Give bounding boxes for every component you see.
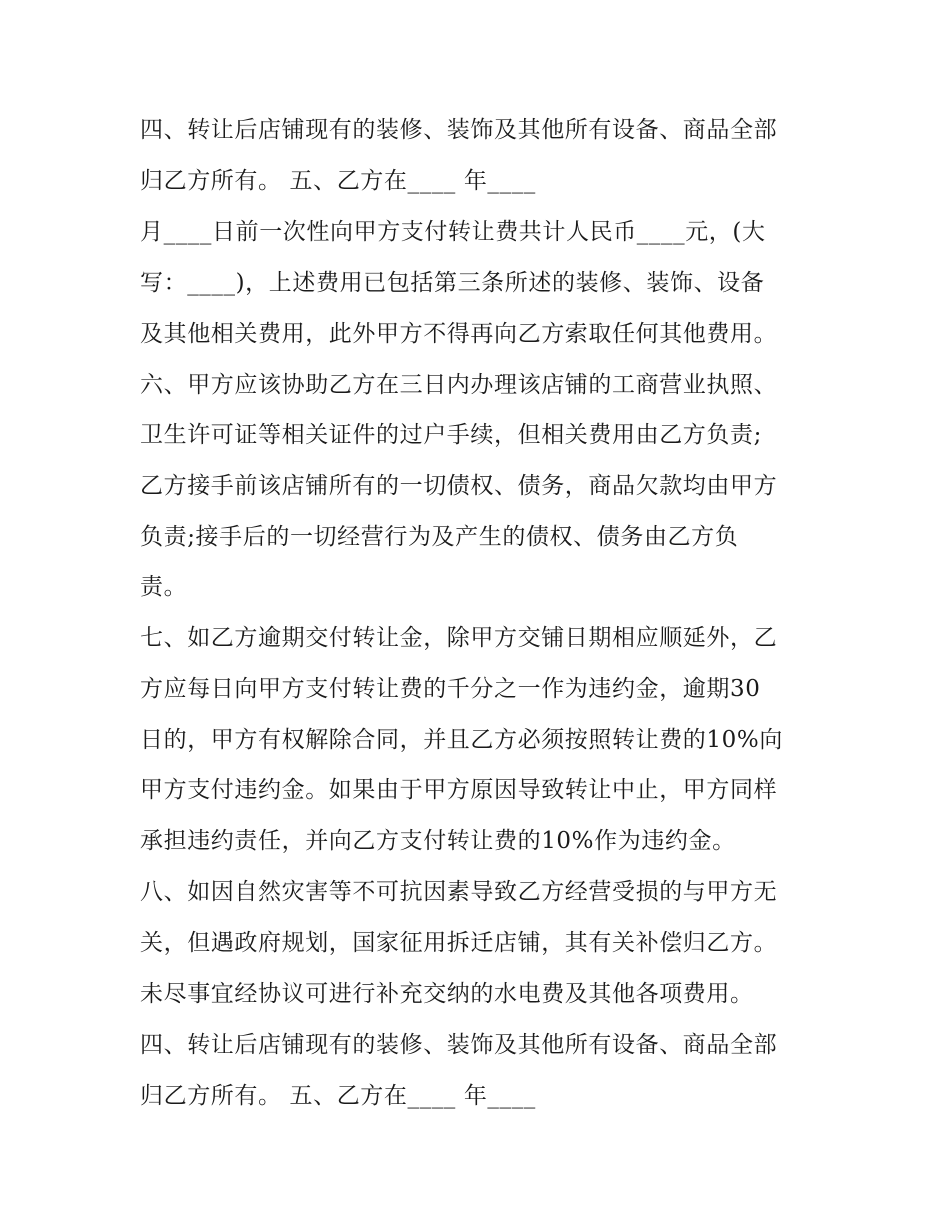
- text-line: 卫生许可证等相关证件的过户手续，但相关费用由乙方负责;: [140, 422, 762, 448]
- text-line: 负责;接手后的一切经营行为及产生的债权、债务由乙方负: [140, 524, 739, 550]
- text-line: 四、转让后店铺现有的装修、装饰及其他所有设备、商品全部: [140, 1032, 778, 1058]
- text-line: 八、如因自然灾害等不可抗因素导致乙方经营受损的与甲方无: [140, 879, 778, 905]
- text-line: 月____日前一次性向甲方支付转让费共计人民币____元，(大: [140, 219, 766, 245]
- text-line: 四、转让后店铺现有的装修、装饰及其他所有设备、商品全部: [140, 117, 778, 143]
- text-line: 七、如乙方逾期交付转让金，除甲方交铺日期相应顺延外，乙: [140, 625, 778, 651]
- text-line: 未尽事宜经协议可进行补充交纳的水电费及其他各项费用。: [140, 981, 754, 1007]
- text-line: 及其他相关费用，此外甲方不得再向乙方索取任何其他费用。: [140, 321, 778, 347]
- text-line: 六、甲方应该协助乙方在三日内办理该店铺的工商营业执照、: [140, 372, 778, 398]
- text-line: 日的，甲方有权解除合同，并且乙方必须按照转让费的10%向: [140, 727, 783, 753]
- text-line: 责。: [140, 574, 188, 600]
- text-line: 方应每日向甲方支付转让费的千分之一作为违约金，逾期30: [140, 676, 761, 702]
- text-line: 甲方支付违约金。如果由于甲方原因导致转让中止，甲方同样: [140, 777, 778, 803]
- text-line: 写：____)，上述费用已包括第三条所述的装修、装饰、设备: [140, 270, 765, 296]
- text-line: 乙方接手前该店铺所有的一切债权、债务，商品欠款均由甲方: [140, 473, 778, 499]
- text-line: 关，但遇政府规划，国家征用拆迁店铺，其有关补偿归乙方。: [140, 930, 778, 956]
- text-line: 承担违约责任，并向乙方支付转让费的10%作为违约金。: [140, 828, 736, 854]
- text-line: 归乙方所有。 五、乙方在____ 年____: [140, 168, 536, 194]
- text-line: 归乙方所有。 五、乙方在____ 年____: [140, 1083, 536, 1109]
